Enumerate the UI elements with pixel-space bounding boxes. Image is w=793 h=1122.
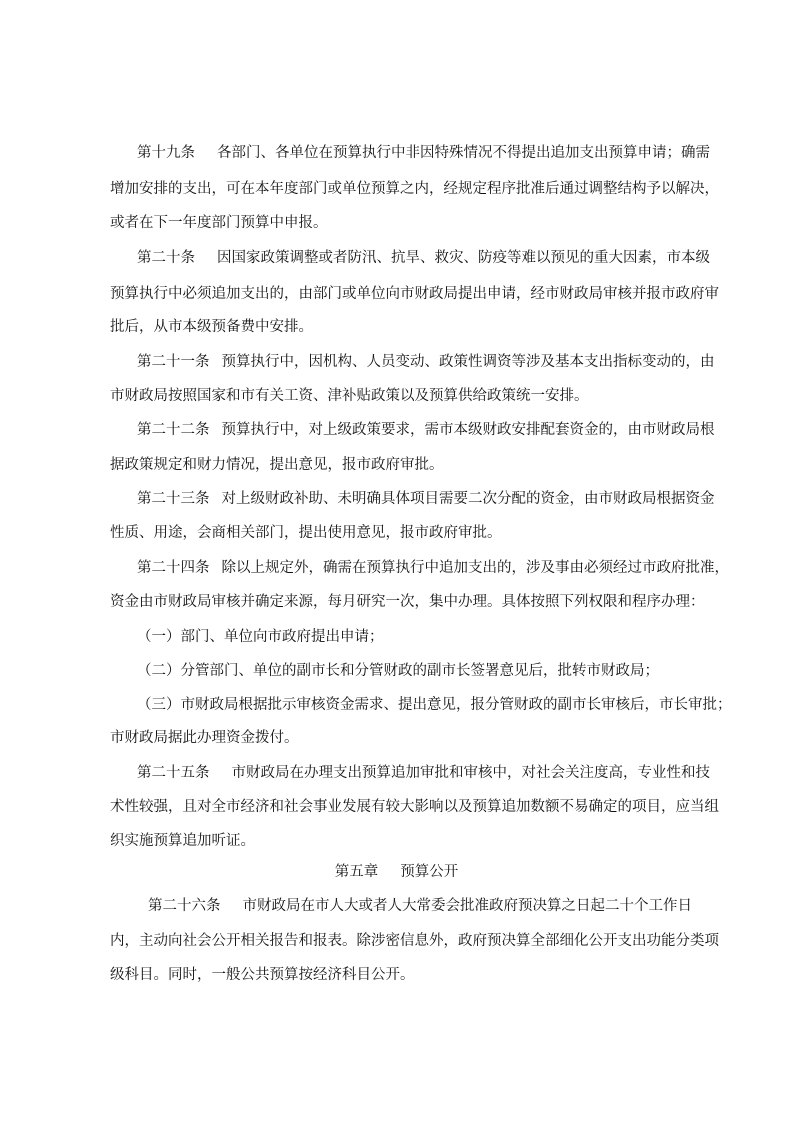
article-20-line-2: 预算执行中必须追加支出的，由部门或单位向市财政局提出申请，经市财政局审核并报市政府审 (110, 286, 719, 302)
article-21-text: 预算执行中，因机构、人员变动、政策性调资等涉及基本支出指标变动的，由 (221, 354, 715, 370)
article-20-line-1 (137, 248, 710, 268)
article-19-line-3: 或者在下一年度部门预算中申报。 (110, 215, 328, 231)
article-26-line-3: 级科目。同时，一般公共预算按经济科目公开。 (110, 967, 415, 983)
article-24-item-3-cont: 市财政局据此办理资金拨付。 (110, 730, 299, 746)
article-23-line-2: 性质、用途，会商相关部门，提出使用意见，报市政府审批。 (110, 525, 502, 541)
article-22-text: 预算执行中，对上级政策要求，需市本级财政安排配套资金的，由市财政局根 (221, 422, 715, 438)
article-25-line-3: 织实施预算追加听证。 (110, 833, 255, 849)
article-24-label: 第二十四条 (137, 560, 210, 576)
article-25-label: 第二十五条 (137, 765, 210, 781)
article-22-label: 第二十二条 (137, 422, 210, 438)
article-20-label: 第二十条 (137, 250, 195, 266)
article-26-line-1 (148, 896, 692, 916)
article-24-line-2: 资金由市财政局审核并确定来源，每月研究一次，集中办理。具体按照下列权限和程序办理： (110, 594, 705, 610)
article-19-label: 第十九条 (137, 145, 195, 161)
article-20-line-3: 批后，从市本级预备费中安排。 (110, 319, 313, 335)
article-24-text: 除以上规定外，确需在预算执行中追加支出的，涉及事由必须经过市政府批准， (221, 560, 729, 576)
article-25-line-1 (137, 763, 710, 783)
chapter-number: 第五章 (334, 864, 379, 880)
article-24-item-1: （一）部门、单位向市政府提出申请； (137, 629, 384, 645)
article-26-line-2: 内，主动向社会公开相关报告和报表。除涉密信息外，政府预决算全部细化公开支出功能分类项 (110, 933, 719, 949)
article-21-label: 第二十一条 (137, 354, 210, 370)
article-26-text: 市财政局在市人大或者人大常委会批准政府预决算之日起二十个工作日 (242, 898, 692, 914)
article-22-line-2: 据政策规定和财力情况，提出意见，报市政府审批。 (110, 457, 444, 473)
article-22-line-1 (137, 420, 715, 440)
article-24-item-2: （二）分管部门、单位的副市长和分管财政的副市长签署意见后，批转市财政局； (137, 663, 659, 679)
article-23-line-1 (137, 489, 715, 509)
chapter-heading (0, 862, 793, 882)
article-19-text: 各部门、各单位在预算执行中非因特殊情况不得提出追加支出预算申请；确需 (217, 145, 710, 161)
article-20-text: 因国家政策调整或者防汛、抗旱、救灾、防疫等难以预见的重大因素，市本级 (217, 250, 710, 266)
article-26-label: 第二十六条 (148, 898, 221, 914)
article-24-item-3: （三）市财政局根据批示审核资金需求、提出意见，报分管财政的副市长审核后，市长审批； (137, 697, 732, 713)
article-23-text: 对上级财政补助、未明确具体项目需要二次分配的资金，由市财政局根据资金 (221, 491, 715, 507)
article-21-line-2: 市财政局按照国家和市有关工资、津补贴政策以及预算供给政策统一安排。 (110, 388, 589, 404)
article-24-line-1 (137, 558, 729, 578)
article-25-line-2: 术性较强，且对全市经济和社会事业发展有较大影响以及预算追加数额不易确定的项目，应当组 (110, 799, 719, 815)
article-23-label: 第二十三条 (137, 491, 210, 507)
article-19-line-2: 增加安排的支出，可在本年度部门或单位预算之内，经规定程序批准后通过调整结构予以解决， (110, 181, 719, 197)
article-21-line-1 (137, 352, 715, 372)
article-25-text: 市财政局在办理支出预算追加审批和审核中，对社会关注度高，专业性和技 (231, 765, 710, 781)
chapter-title: 预算公开 (400, 864, 459, 880)
article-19-line-1 (137, 143, 710, 163)
